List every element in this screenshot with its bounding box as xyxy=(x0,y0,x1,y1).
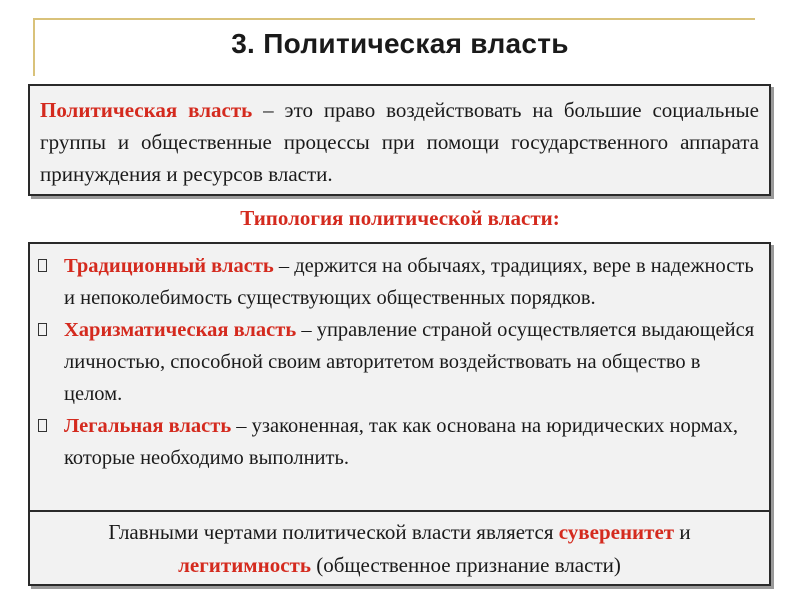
summary-text-1: Главными чертами политической власти является xyxy=(108,520,559,544)
typology-box xyxy=(28,242,771,516)
summary-term-legitimacy: легитимность xyxy=(178,553,311,577)
bullet-icon xyxy=(38,259,47,272)
summary-text-2: и xyxy=(674,520,691,544)
typology-item-charismatic xyxy=(36,314,761,410)
typology-heading: Типология политической власти: xyxy=(240,206,560,230)
typology-item-term: Традиционный власть xyxy=(64,255,274,277)
slide-title: 3. Политическая власть xyxy=(231,28,569,59)
typology-item-text: – держится на обычаях, традициях, вере в надежность и непоколебимость существующих общественных порядков. xyxy=(64,255,754,309)
typology-item-text: – узаконенная, так как основана на юридических нормах, которые необходимо выполнить. xyxy=(64,415,738,469)
typology-item-text: – управление страной осуществляется выдающейся личностью, способной своим авторитетом воздействовать на общество в целом. xyxy=(64,319,755,405)
summary-box xyxy=(28,510,771,586)
typology-item-traditional xyxy=(36,250,761,314)
definition-term: Политическая власть xyxy=(40,98,253,122)
definition-text: – это право воздействовать на большие социальные группы и общественные процессы при помощи государственного аппарата принуждения и ресурсов власти. xyxy=(40,98,759,186)
summary-text-3: (общественное признание власти) xyxy=(310,553,621,577)
bullet-icon xyxy=(38,323,47,336)
summary-term-sovereignty: суверенитет xyxy=(558,520,675,544)
typology-item-term: Легальная власть xyxy=(64,415,232,437)
bullet-icon xyxy=(38,419,47,432)
decorative-top-line xyxy=(33,18,755,20)
typology-item-legal xyxy=(36,410,761,474)
typology-item-term: Харизматическая власть xyxy=(64,319,297,341)
definition-box xyxy=(28,84,771,196)
